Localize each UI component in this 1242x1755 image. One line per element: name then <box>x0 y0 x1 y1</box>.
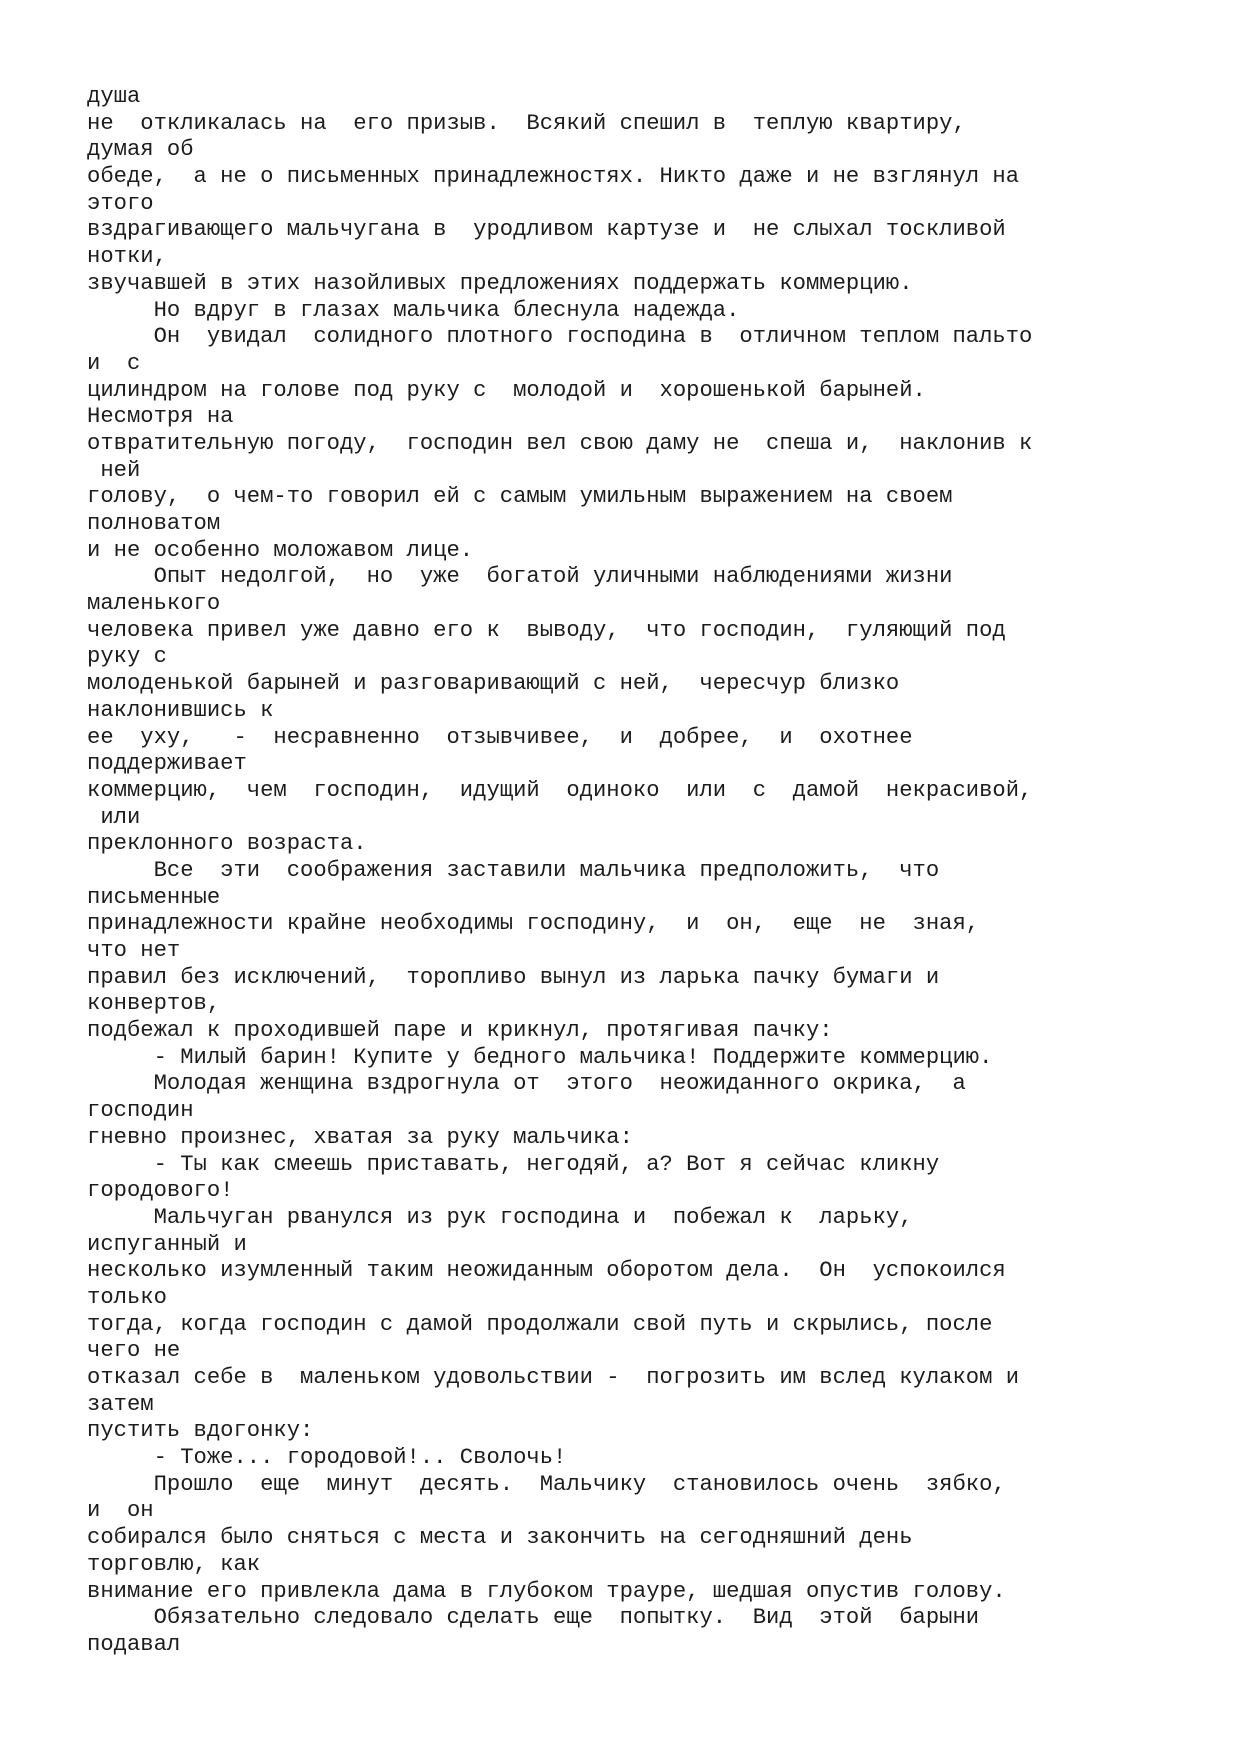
text-line: маленького <box>87 591 221 617</box>
text-line: коммерцию, чем господин, идущий одиноко или с дамой некрасивой, <box>87 777 1033 803</box>
text-line: испуганный и <box>87 1231 247 1257</box>
text-line: наклонившись к <box>87 697 274 723</box>
text-line: и не особенно моложавом лице. <box>87 537 474 563</box>
text-line: собирался было сняться с места и закончить на сегодняшний день <box>87 1525 913 1551</box>
text-line: руку с <box>87 644 167 670</box>
text-line: молоденькой барыней и разговаривающий с ней, чересчур близко <box>87 671 900 697</box>
text-line: что нет <box>87 938 181 963</box>
text-line: торговлю, как <box>87 1551 261 1577</box>
text-line: душа <box>87 84 141 109</box>
text-line: чего не <box>87 1338 181 1364</box>
text-line: подавал <box>87 1631 181 1657</box>
text-line: Несмотря на <box>87 404 234 430</box>
text-line: отвратительную погоду, господин вел свою даму не спеша и, наклонив к <box>87 430 1033 456</box>
text-line: Опыт недолгой, но уже богатой уличными наблюдениями жизни <box>87 564 953 590</box>
text-line: Он увидал солидного плотного господина в отличном теплом пальто <box>87 324 1033 350</box>
text-line: ней <box>87 457 141 483</box>
text-line: - Тоже... городовой!.. Сволочь! <box>87 1445 567 1471</box>
text-line: пустить вдогонку: <box>87 1418 314 1444</box>
text-line: или <box>87 804 141 830</box>
text-line: этого <box>87 190 154 216</box>
text-line: - Ты как смеешь приставать, негодяй, а? Вот я сейчас кликну <box>87 1151 940 1177</box>
text-line: полноватом <box>87 511 221 536</box>
text-line: отказал себе в маленьком удовольствии - погрозить им вслед кулаком и <box>87 1365 1020 1390</box>
text-line: Мальчуган рванулся из рук господина и побежал к ларьку, <box>87 1204 913 1230</box>
text-line: и с <box>87 350 141 376</box>
text-line: цилиндром на голове под руку с молодой и хорошенькой барыней. <box>87 377 926 403</box>
text-line: тогда, когда господин с дамой продолжали свой путь и скрылись, после <box>87 1311 993 1337</box>
text-line: гневно произнес, хватая за руку мальчика: <box>87 1124 633 1150</box>
text-line: не откликалась на его призыв. Всякий спешил в теплую квартиру, <box>87 110 966 136</box>
text-line: несколько изумленный таким неожиданным оборотом дела. Он успокоился <box>87 1258 1006 1284</box>
text-line: Прошло еще минут десять. Мальчику становилось очень зябко, <box>87 1471 1006 1497</box>
text-line: обеде, а не о письменных принадлежностях. Никто даже и не взглянул на <box>87 164 1020 190</box>
text-line: звучавшей в этих назойливых предложениях поддержать коммерцию. <box>87 270 913 296</box>
text-line: - Милый барин! Купите у бедного мальчика! Поддержите коммерцию. <box>87 1044 993 1070</box>
text-line: внимание его привлекла дама в глубоком трауре, шедшая опустив голову. <box>87 1578 1006 1604</box>
text-line: затем <box>87 1391 154 1417</box>
text-line: и он <box>87 1498 154 1524</box>
text-line: вздрагивающего мальчугана в уродливом картузе и не слыхал тоскливой <box>87 217 1006 243</box>
text-line: письменные <box>87 884 221 910</box>
text-line: Все эти соображения заставили мальчика предположить, что <box>87 857 940 883</box>
document-text <box>87 84 1207 1659</box>
text-line: принадлежности крайне необходимы господину, и он, еще не зная, <box>87 911 980 937</box>
text-line: городового! <box>87 1178 234 1204</box>
text-line: преклонного возраста. <box>87 831 367 857</box>
text-line: человека привел уже давно его к выводу, что господин, гуляющий под <box>87 617 1006 643</box>
text-line: Но вдруг в глазах мальчика блеснула надежда. <box>87 297 740 323</box>
text-line: подбежал к проходившей паре и крикнул, протягивая пачку: <box>87 1018 833 1044</box>
text-line: конвертов, <box>87 991 221 1017</box>
text-line: Обязательно следовало сделать еще попытку. Вид этой барыни <box>87 1605 980 1631</box>
text-line: правил без исключений, торопливо вынул из ларька пачку бумаги и <box>87 964 940 990</box>
text-line: Молодая женщина вздрогнула от этого неожиданного окрика, а <box>87 1071 966 1097</box>
text-line: нотки, <box>87 244 167 270</box>
text-line: думая об <box>87 137 194 163</box>
text-line: господин <box>87 1098 194 1124</box>
text-line: ее уху, - несравненно отзывчивее, и добрее, и охотнее <box>87 724 913 750</box>
text-line: только <box>87 1284 167 1310</box>
text-line: поддерживает <box>87 751 247 777</box>
text-line: голову, о чем-то говорил ей с самым умильным выражением на своем <box>87 484 953 510</box>
